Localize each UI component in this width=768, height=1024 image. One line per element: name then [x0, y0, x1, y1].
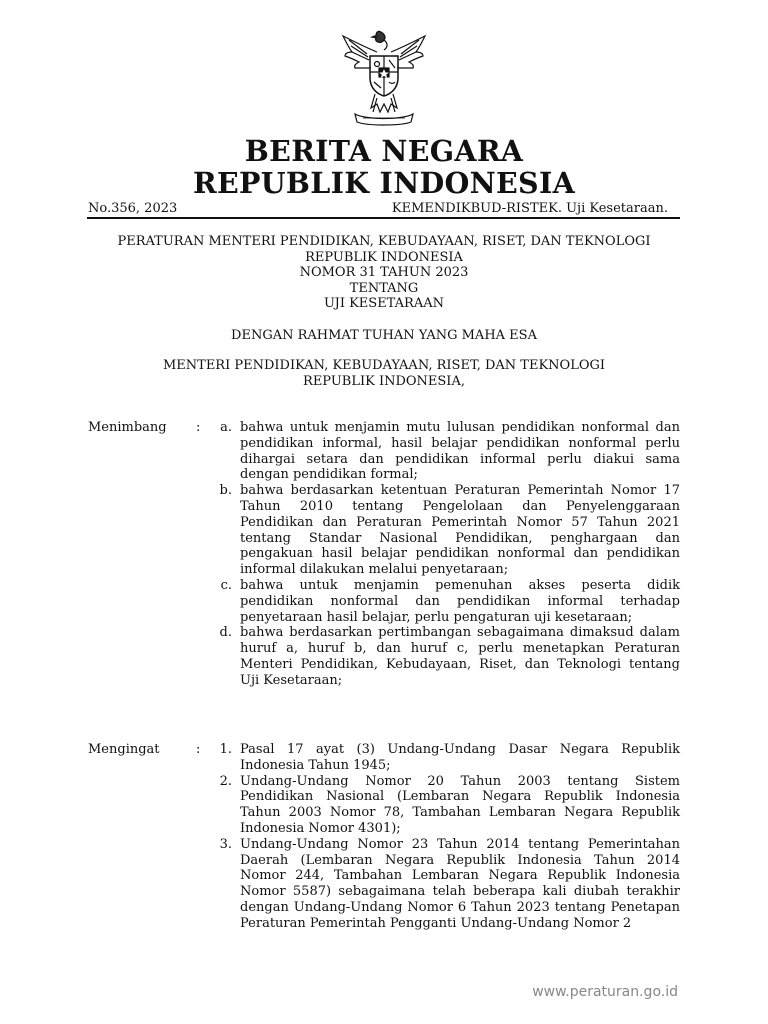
- item-marker: c.: [220, 577, 232, 593]
- gazette-header-line: [88, 200, 680, 218]
- menimbang-colon: :: [196, 420, 201, 435]
- header-divider: [87, 217, 680, 219]
- regulation-country: REPUBLIK INDONESIA: [305, 249, 463, 265]
- mengingat-label: Mengingat: [88, 742, 160, 757]
- item-marker: 3.: [219, 836, 232, 852]
- mengingat-colon: :: [196, 742, 201, 757]
- list-item: [88, 483, 680, 578]
- minister-country: REPUBLIK INDONESIA,: [303, 373, 465, 389]
- gazette-topic: KEMENDIKBUD-RISTEK. Uji Kesetaraan.: [391, 201, 668, 216]
- item-marker: 2.: [219, 773, 232, 789]
- item-text: bahwa berdasarkan ketentuan Peraturan Pemerintah Nomor 17 Tahun 2010 tentang Pengelolaan dan Penyelenggaraan Pendidikan dan Peraturan Pemerintah Nomor 57 Tahun 2021 tentang Standar Nasional Pendidikan, penghargaan dan pengakuan hasil belajar pendidikan nonformal dan pendidikan informal dilakukan melalui penyetaraan;: [240, 483, 680, 578]
- item-marker: d.: [219, 625, 232, 641]
- list-item: [88, 742, 680, 774]
- regulation-title: PERATURAN MENTERI PENDIDIKAN, KEBUDAYAAN, RISET, DAN TEKNOLOGI: [117, 234, 651, 249]
- item-marker: a.: [220, 420, 232, 435]
- regulation-subject: UJI KESETARAAN: [324, 296, 444, 311]
- item-text: bahwa untuk menjamin pemenuhan akses peserta didik pendidikan nonformal dan pendidikan informal terhadap penyetaraan hasil belajar, perlu pengaturan uji kesetaraan;: [240, 577, 680, 625]
- regulation-heading: [0, 234, 768, 312]
- minister-block: [0, 358, 768, 389]
- website-link[interactable]: www.peraturan.go.id: [532, 984, 678, 1000]
- gazette-title-country: REPUBLIK INDONESIA: [193, 166, 575, 200]
- gazette-number: No.356, 2023: [88, 201, 178, 216]
- item-text: Undang-Undang Nomor 20 Tahun 2003 tentang Sistem Pendidikan Nasional (Lembaran Negara Republik Indonesia Tahun 2003 Nomor 78, Tambahan Lembaran Negara Republik Indonesia Nomor 4301);: [240, 773, 680, 836]
- list-item: [88, 837, 680, 932]
- list-item: [88, 420, 680, 483]
- mengingat-section: [88, 742, 680, 932]
- regulation-number: NOMOR 31 TAHUN 2023: [299, 265, 469, 280]
- minister-title: MENTERI PENDIDIKAN, KEBUDAYAAN, RISET, DAN TEKNOLOGI: [162, 358, 606, 373]
- item-text: Pasal 17 ayat (3) Undang-Undang Dasar Negara Republik Indonesia Tahun 1945;: [240, 742, 680, 773]
- menimbang-label: Menimbang: [88, 420, 167, 435]
- list-item: [88, 625, 680, 688]
- regulation-about-label: TENTANG: [349, 280, 419, 296]
- invocation: DENGAN RAHMAT TUHAN YANG MAHA ESA: [231, 328, 537, 343]
- item-text: Undang-Undang Nomor 23 Tahun 2014 tentang Pemerintahan Daerah (Lembaran Negara Republik Indonesia Tahun 2014 Nomor 244, Tambahan Lembaran Negara Republik Indonesia Nomor 5587) sebagaimana telah beberapa kali diubah terakhir dengan Undang-Undang Nomor 6 Tahun 2023 tentang Penetapan Peraturan Pemerintah Pengganti Undang-Undang Nomor 2: [240, 836, 680, 931]
- item-marker: b.: [219, 483, 232, 499]
- item-text: bahwa untuk menjamin mutu lulusan pendidikan nonformal dan pendidikan informal, hasil belajar pendidikan nonformal perlu dihargai setara dan pendidikan informal perlu diakui sama dengan pendidikan formal;: [240, 420, 680, 483]
- item-marker: 1.: [219, 742, 232, 757]
- item-text: bahwa berdasarkan pertimbangan sebagaimana dimaksud dalam huruf a, huruf b, dan huruf c, perlu menetapkan Peraturan Menteri Pendidikan, Kebudayaan, Riset, dan Teknologi tentang Uji Kesetaraan;: [240, 625, 680, 688]
- gazette-title: BERITA NEGARA: [244, 134, 524, 168]
- list-item: [88, 578, 680, 625]
- list-item: [88, 774, 680, 837]
- menimbang-section: [88, 420, 680, 689]
- garuda-emblem: [337, 26, 431, 128]
